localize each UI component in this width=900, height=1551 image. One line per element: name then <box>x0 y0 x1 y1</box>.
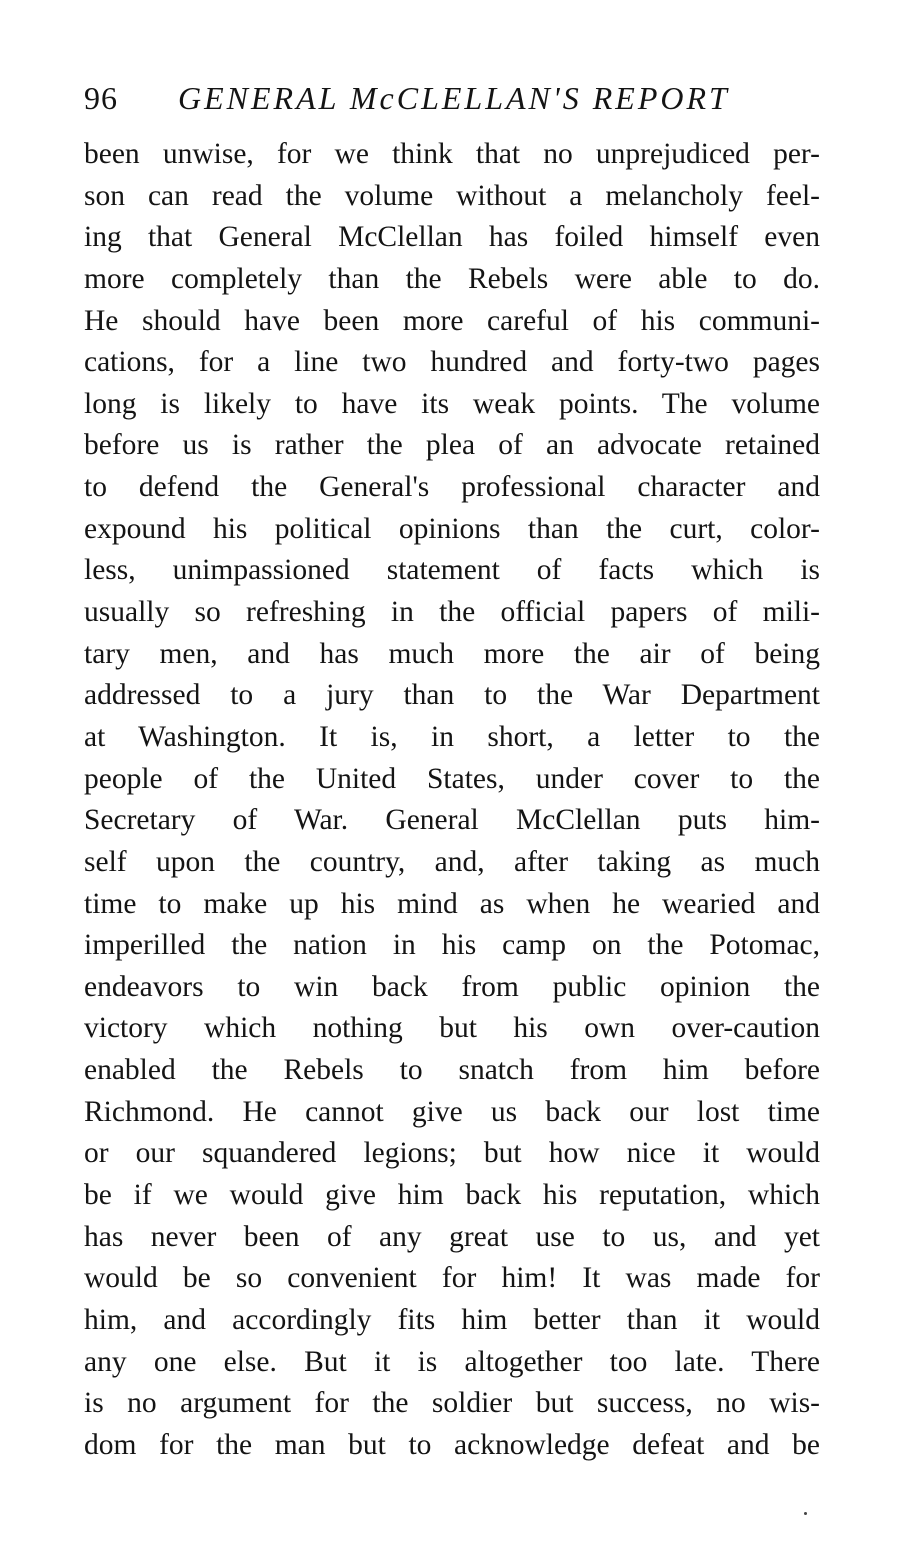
running-head <box>84 74 824 122</box>
text-line: son can read the volume without a melancholy feel- <box>84 179 820 212</box>
text-line: before us is rather the plea of an advocate retained <box>84 429 820 462</box>
text-line: people of the United States, under cover to the <box>84 762 820 795</box>
text-line: long is likely to have its weak points. The volume <box>84 387 820 420</box>
text-line: imperilled the nation in his camp on the Potomac, <box>84 929 820 962</box>
body-text <box>84 134 820 1467</box>
text-line: addressed to a jury than to the War Department <box>84 679 820 712</box>
text-line: Richmond. He cannot give us back our lost time <box>84 1095 820 1128</box>
text-line: usually so refreshing in the official papers of mili- <box>84 596 820 629</box>
text-line: Secretary of War. General McClellan puts him- <box>84 804 820 837</box>
print-speck <box>804 1512 807 1515</box>
text-line: would be so convenient for him! It was made for <box>84 1262 820 1295</box>
text-line: endeavors to win back from public opinion the <box>84 970 820 1003</box>
text-line: self upon the country, and, after taking as much <box>84 845 820 878</box>
text-line: be if we would give him back his reputation, which <box>84 1179 820 1212</box>
text-line: or our squandered legions; but how nice it would <box>84 1137 820 1170</box>
text-line: at Washington. It is, in short, a letter to the <box>84 720 820 753</box>
text-line: tary men, and has much more the air of being <box>84 637 820 670</box>
text-line: enabled the Rebels to snatch from him before <box>84 1054 820 1087</box>
text-line: cations, for a line two hundred and forty-two pages <box>84 346 820 379</box>
running-title: GENERAL McCLELLAN'S REPORT <box>178 80 730 116</box>
text-line: to defend the General's professional character and <box>84 471 820 504</box>
text-line: any one else. But it is altogether too late. There <box>84 1345 820 1378</box>
text-line: more completely than the Rebels were able to do. <box>84 262 820 295</box>
text-line: victory which nothing but his own over-caution <box>84 1012 820 1045</box>
text-line: time to make up his mind as when he wearied and <box>84 887 820 920</box>
text-line: He should have been more careful of his communi- <box>84 304 820 337</box>
text-line: ing that General McClellan has foiled himself even <box>84 221 820 254</box>
text-line: him, and accordingly fits him better than it would <box>84 1303 820 1336</box>
text-line: expound his political opinions than the curt, color- <box>84 512 820 545</box>
text-line: has never been of any great use to us, and yet <box>84 1220 820 1253</box>
text-line: been unwise, for we think that no unprejudiced per- <box>84 138 820 170</box>
text-line: is no argument for the soldier but success, no wis- <box>84 1387 820 1420</box>
page-number: 96 <box>84 80 118 116</box>
text-line: less, unimpassioned statement of facts which is <box>84 554 820 587</box>
text-line: dom for the man but to acknowledge defeat and be <box>84 1428 820 1461</box>
